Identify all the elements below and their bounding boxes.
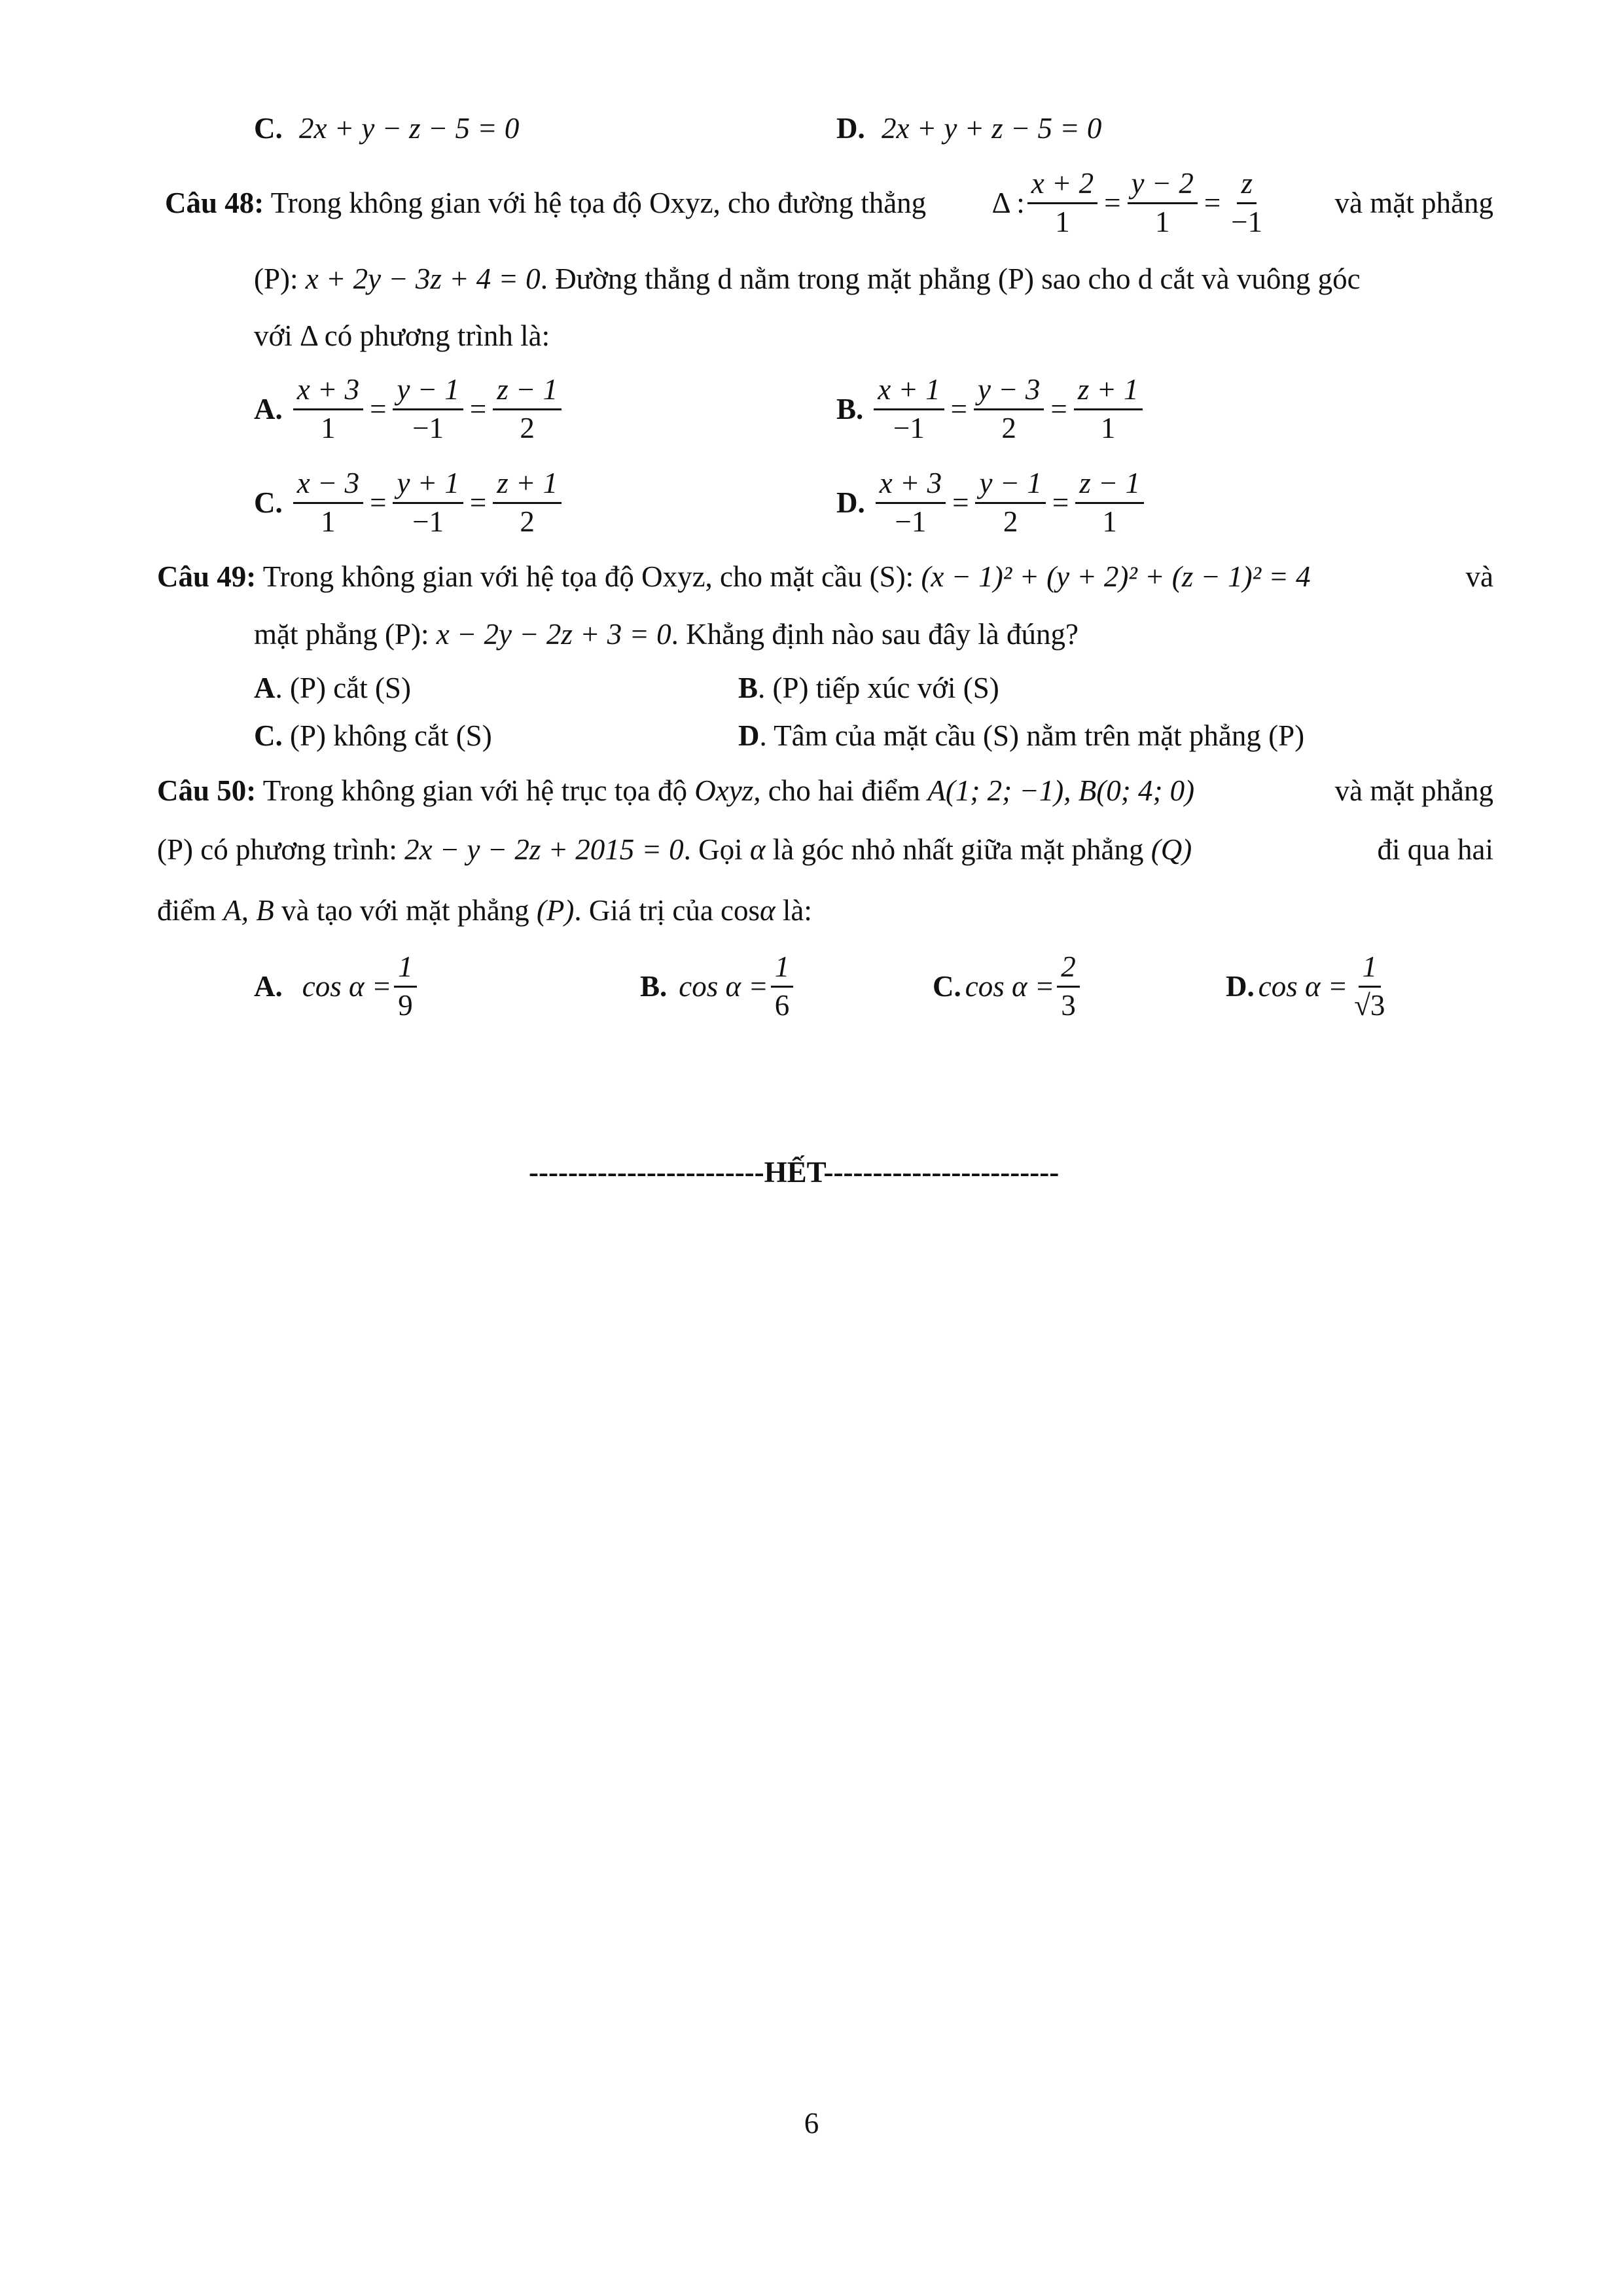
- q49-option-b: B. (P) tiếp xúc với (S): [738, 672, 999, 704]
- frac: $\frac{z}{-1}$: [1231, 167, 1263, 238]
- delta-equation: Δ : $\frac{x + 2}{1}$ = $\frac{y - 2}{1}$ = $\frac{z}{-1}$: [992, 167, 1270, 240]
- q50-option-c: C. cos α = $\frac{2}{3}$: [933, 950, 1082, 1023]
- q49-option-a: A. (P) cắt (S): [254, 672, 411, 704]
- q49-line1: Câu 49: Trong không gian với hệ tọa độ Oxyz, cho mặt cầu (S): (x − 1)² + (y + 2)² + (z − 1)² = 4 và: [157, 560, 1493, 593]
- option-expr: 2x + y + z − 5 = 0: [882, 112, 1102, 145]
- q47-option-c: [254, 111, 519, 145]
- delta-prefix: Δ :: [991, 187, 1025, 220]
- question-text: và mặt phẳng: [1334, 187, 1493, 220]
- point-a: A(1; 2; −1),: [927, 774, 1071, 807]
- q49-line2: mặt phẳng (P): x − 2y − 2z + 3 = 0. Khẳng định nào sau đây là đúng?: [254, 618, 1079, 651]
- option-label: C.: [254, 112, 283, 145]
- end-marker: ------------------------HẾT------------------------: [529, 1156, 1060, 1189]
- q48-line2: (P): x + 2y − 3z + 4 = 0. Đường thẳng d nằm trong mặt phẳng (P) sao cho d cắt và vuông góc: [254, 262, 1361, 295]
- question-label: Câu 49:: [157, 560, 257, 593]
- q48-line3: với Δ có phương trình là:: [254, 319, 550, 352]
- option-expr: 2x + y − z − 5 = 0: [299, 112, 520, 145]
- q49-option-d: D. Tâm của mặt cầu (S) nằm trên mặt phẳng (P): [738, 719, 1305, 752]
- q50-option-a: A. cos α = $\frac{1}{9}$: [254, 950, 419, 1023]
- q48-option-d: D. $\frac{x + 3}{-1}$ = $\frac{y - 1}{2}$ = $\frac{z - 1}{1}$: [836, 467, 1147, 539]
- sphere-equation: (x − 1)² + (y + 2)² + (z − 1)² = 4: [921, 560, 1311, 593]
- q50-line3: điểm A, B và tạo với mặt phẳng (P). Giá trị của cosα là:: [157, 894, 812, 927]
- question-text: Trong không gian với hệ tọa độ Oxyz, cho đường thẳng: [270, 187, 927, 220]
- q48-option-a: A. $\frac{x + 3}{1}$ = $\frac{y - 1}{-1}$ = $\frac{z - 1}{2}$: [254, 373, 564, 446]
- question-label: Câu 50:: [157, 774, 257, 807]
- option-label: D.: [836, 112, 865, 145]
- q48-line1: [165, 167, 1493, 240]
- frac: $\frac{y - 2}{1}$: [1128, 167, 1198, 240]
- page-number: 6: [804, 2107, 819, 2140]
- question-label: Câu 48:: [165, 187, 264, 220]
- point-b: B(0; 4; 0): [1078, 774, 1195, 807]
- q50-option-d: D. cos α = $\frac{1}{√3}$: [1226, 950, 1385, 1022]
- q50-line2: (P) có phương trình: 2x − y − 2z + 2015 = 0. Gọi α là góc nhỏ nhất giữa mặt phẳng (Q) đi qua hai: [157, 833, 1493, 866]
- frac: $\frac{x + 2}{1}$: [1027, 167, 1097, 240]
- q48-option-b: B. $\frac{x + 1}{-1}$ = $\frac{y - 3}{2}$ = $\frac{z + 1}{1}$: [836, 373, 1145, 446]
- q48-option-c: C. $\frac{x - 3}{1}$ = $\frac{y + 1}{-1}$ = $\frac{z + 1}{2}$: [254, 467, 564, 539]
- q50-line1: Câu 50: Trong không gian với hệ trục tọa độ Oxyz, cho hai điểm A(1; 2; −1), B(0; 4; 0) và mặt phẳng: [157, 774, 1493, 807]
- q49-option-c: C. (P) không cắt (S): [254, 719, 492, 752]
- q47-option-d: [836, 111, 1101, 145]
- q50-option-b: B. cos α = $\frac{1}{6}$: [640, 950, 796, 1023]
